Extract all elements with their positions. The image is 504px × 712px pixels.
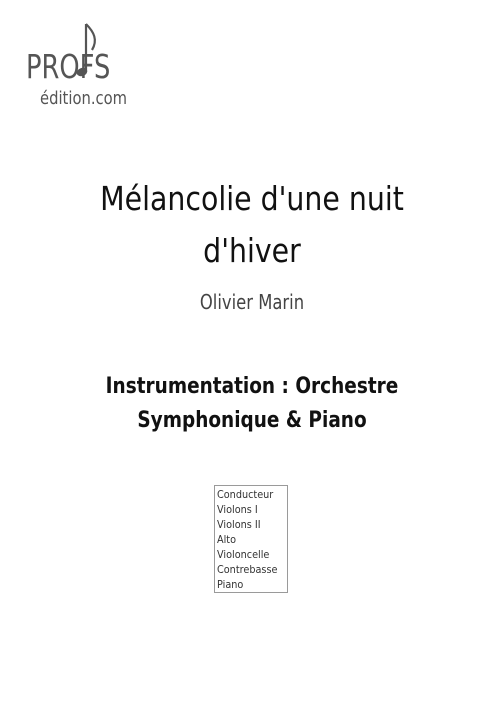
part-item: Contrebasse — [217, 563, 278, 576]
parts-list — [214, 485, 288, 593]
logo-brand: PROFS — [26, 47, 111, 86]
title-line-1: Mélancolie d'une nuit — [100, 179, 404, 218]
score-title — [35, 173, 468, 277]
instrumentation — [40, 370, 463, 438]
part-item: Violons II — [217, 518, 261, 531]
part-item: Alto — [217, 533, 237, 546]
part-item: Piano — [217, 578, 244, 591]
instrumentation-line-1: Instrumentation : Orchestre — [105, 374, 399, 399]
logo-subtitle: édition.com — [40, 88, 128, 109]
part-item: Violoncelle — [217, 548, 270, 561]
title-line-2: d'hiver — [203, 231, 301, 270]
part-item: Conducteur — [217, 488, 274, 501]
instrumentation-line-2: Symphonique & Piano — [137, 408, 367, 433]
author-name: Olivier Marin — [199, 290, 305, 314]
part-item: Violons I — [217, 503, 258, 516]
publisher-logo — [26, 20, 186, 115]
